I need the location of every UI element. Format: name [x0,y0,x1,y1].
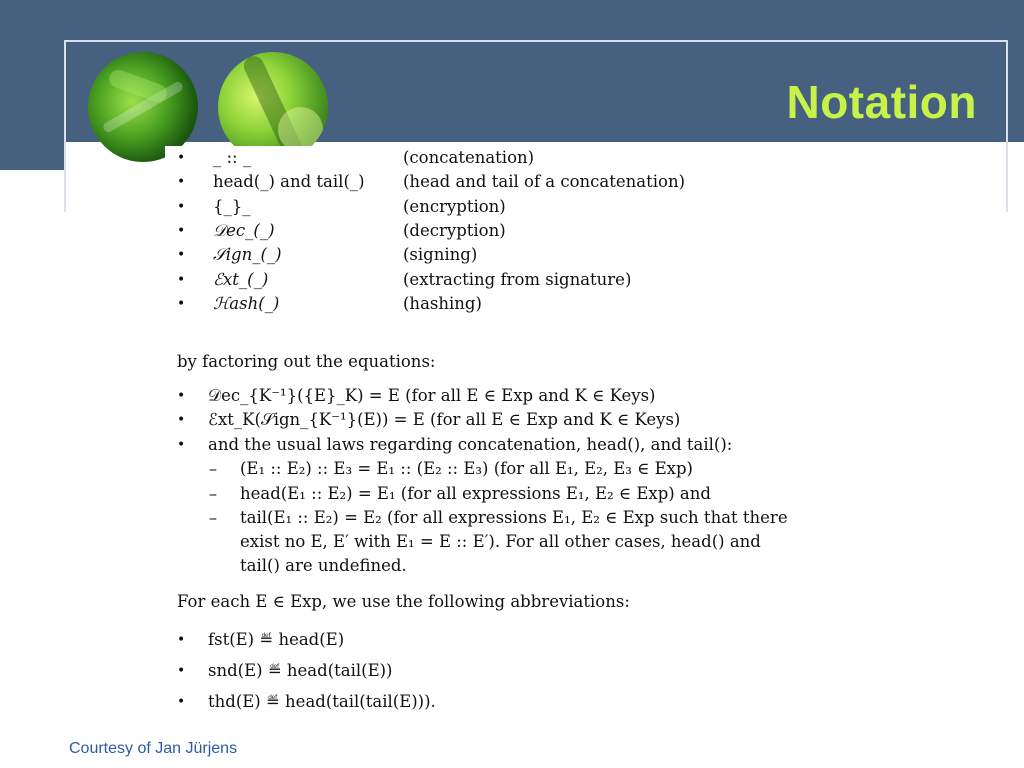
notation-term: 𝒮ign_(_) [213,245,282,264]
equation: 𝒟ec_{K⁻¹}({E}_K) = E (for all E ∈ Exp and K ∈ Keys) [208,386,656,405]
factoring-intro: by factoring out the equations: [177,352,436,371]
bullet: • [177,296,186,312]
notation-desc: (head and tail of a concatenation) [403,172,686,191]
notation-term: head(_) and tail(_) [213,172,365,191]
bullet: • [177,437,186,453]
notation-term: 𝒟ec_(_) [213,221,275,240]
notation-term: ℋash(_) [213,294,280,313]
dash: – [209,508,217,527]
abbrev-intro: For each E ∈ Exp, we use the following abbreviations: [177,592,630,611]
law: exist no E, E′ with E₁ = E :: E′). For all other cases, head() and [240,532,761,551]
dash: – [209,459,217,478]
bullet: • [177,150,186,166]
bullet: • [177,388,186,404]
law: (E₁ :: E₂) :: E₃ = E₁ :: (E₂ :: E₃) (for all E₁, E₂, E₃ ∈ Exp) [240,459,693,478]
bullet: • [177,174,186,190]
footer-credit: Courtesy of Jan Jürjens [69,740,238,757]
slide-title: Notation [786,76,977,128]
abbreviation: snd(E) ≝ head(tail(E)) [208,661,393,680]
content-area [165,146,878,726]
notation-desc: (hashing) [403,294,482,313]
bullet: • [177,632,186,648]
bullet: • [177,223,186,239]
law: tail() are undefined. [240,556,407,575]
header-left-band [0,142,65,170]
notation-desc: (signing) [403,245,478,264]
notation-term: {_}_ [213,197,251,216]
law: head(E₁ :: E₂) = E₁ (for all expressions E₁, E₂ ∈ Exp) and [240,484,711,503]
bullet: • [177,247,186,263]
notation-desc: (extracting from signature) [403,270,632,289]
bullet: • [177,694,186,710]
equation: ℰxt_K(𝒮ign_{K⁻¹}(E)) = E (for all E ∈ Exp and K ∈ Keys) [208,410,681,429]
notation-desc: (decryption) [403,221,506,240]
notation-desc: (encryption) [403,197,506,216]
abbreviation: thd(E) ≝ head(tail(tail(E))). [208,692,436,711]
bullet: • [177,412,186,428]
bullet: • [177,663,186,679]
abbreviation: fst(E) ≝ head(E) [208,630,345,649]
law: tail(E₁ :: E₂) = E₂ (for all expressions E₁, E₂ ∈ Exp such that there [240,508,788,527]
dash: – [209,484,217,503]
equation: and the usual laws regarding concatenation, head(), and tail(): [208,435,733,454]
notation-term: _ :: _ [213,148,252,167]
bullet: • [177,199,186,215]
notation-term: ℰxt_(_) [213,270,269,289]
bullet: • [177,272,186,288]
notation-desc: (concatenation) [403,148,535,167]
